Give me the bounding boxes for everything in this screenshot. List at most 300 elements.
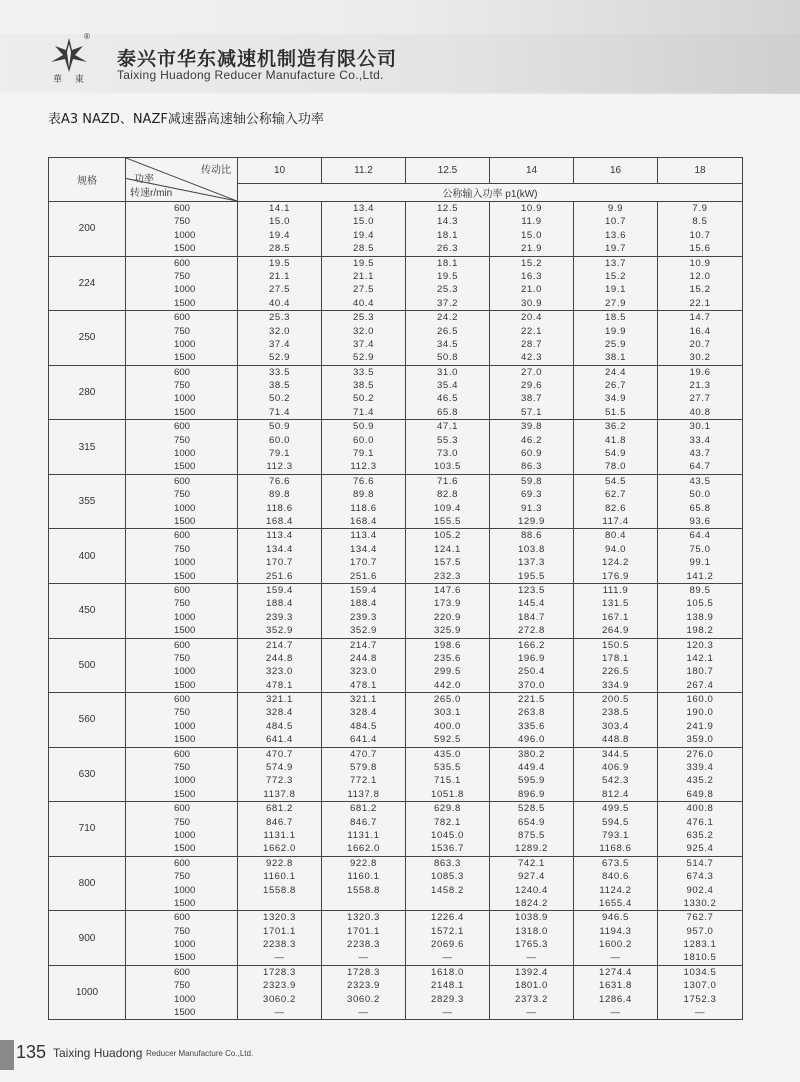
power-value: 71.4	[352, 406, 375, 418]
power-value: 328.4	[349, 707, 377, 719]
power-value: 251.6	[265, 570, 293, 582]
power-value: 406.9	[601, 762, 629, 774]
power-value: 214.7	[349, 639, 377, 651]
power-value: 142.1	[686, 652, 714, 664]
power-value-cell	[406, 256, 490, 311]
power-value: 476.1	[686, 816, 714, 828]
power-value-cell	[322, 256, 406, 311]
table-row	[49, 529, 743, 584]
power-value: 173.9	[433, 598, 461, 610]
speed-value: 600	[174, 584, 191, 596]
power-value: 117.4	[602, 515, 629, 527]
power-value: 138.9	[686, 611, 714, 623]
speed-value: 1500	[174, 952, 196, 964]
power-value-cell	[238, 311, 322, 366]
speed-cell	[126, 856, 238, 911]
power-value: 1536.7	[431, 843, 464, 855]
power-value-cell	[490, 856, 574, 911]
power-value: 145.4	[517, 598, 545, 610]
power-value-cell	[658, 747, 743, 802]
power-value: 46.5	[436, 393, 459, 405]
power-value: 200.5	[601, 694, 629, 706]
power-value: 21.9	[520, 243, 543, 255]
power-value: 654.9	[517, 816, 545, 828]
power-value: 91.3	[520, 502, 543, 514]
table-row	[49, 365, 743, 420]
power-value: 400.8	[686, 803, 714, 815]
power-value: 380.2	[517, 748, 545, 760]
power-value-cell	[406, 747, 490, 802]
power-value: —	[274, 952, 285, 964]
power-value: 762.7	[686, 912, 714, 924]
power-value: 846.7	[349, 816, 377, 828]
power-value: 30.1	[689, 421, 711, 433]
power-value: 99.1	[689, 557, 711, 569]
power-value: 352.9	[265, 625, 293, 637]
power-value-cell	[574, 311, 658, 366]
speed-value: 1000	[174, 502, 196, 514]
power-value: 681.2	[265, 803, 293, 815]
power-value-cell	[574, 365, 658, 420]
power-value: 13.6	[604, 229, 627, 241]
power-value: 1558.8	[263, 884, 296, 896]
power-value: 264.9	[601, 625, 629, 637]
power-value: 79.1	[352, 448, 375, 460]
power-value-cell	[490, 638, 574, 693]
power-value: 118.6	[350, 502, 377, 514]
power-value: 29.6	[520, 380, 543, 392]
size-cell: 560	[49, 693, 126, 748]
power-value: 25.3	[352, 312, 375, 324]
speed-cell	[126, 802, 238, 857]
table-row	[49, 638, 743, 693]
speed-value: 600	[174, 312, 191, 324]
speed-cell	[126, 693, 238, 748]
power-value: 52.9	[352, 352, 375, 364]
size-cell: 1000	[49, 965, 126, 1020]
power-value: 592.5	[433, 734, 461, 746]
power-value: 93.6	[689, 515, 711, 527]
power-value-cell	[490, 911, 574, 966]
speed-value: 1500	[174, 461, 196, 473]
speed-cell	[126, 638, 238, 693]
power-value: 34.9	[604, 393, 627, 405]
power-value: 16.4	[689, 325, 711, 337]
power-value-cell	[238, 856, 322, 911]
speed-value: 600	[174, 257, 191, 269]
power-value: 265.0	[433, 694, 461, 706]
speed-value: 750	[174, 270, 191, 282]
power-value: 89.8	[268, 489, 291, 501]
power-value: 542.3	[601, 775, 629, 787]
power-value: 94.0	[604, 543, 627, 555]
power-value-cell	[406, 474, 490, 529]
power-value: 239.3	[265, 611, 293, 623]
power-value: 86.3	[520, 461, 543, 473]
power-value: 59.8	[520, 475, 543, 487]
page-number: 135	[16, 1042, 47, 1062]
power-value: 579.8	[349, 762, 377, 774]
power-value: 54.9	[604, 448, 627, 460]
power-value: 15.2	[520, 257, 543, 269]
power-value: 109.4	[433, 502, 461, 514]
speed-value: 750	[174, 652, 191, 664]
power-value: 24.4	[604, 366, 627, 378]
speed-cell	[126, 311, 238, 366]
speed-value: 750	[174, 380, 191, 392]
power-value: 50.0	[689, 489, 711, 501]
power-value-cell	[406, 583, 490, 638]
power-label: 功率	[134, 174, 154, 185]
power-value: 927.4	[517, 871, 545, 883]
footer-bar	[0, 1040, 14, 1070]
power-value: 170.7	[265, 557, 293, 569]
table-row	[49, 311, 743, 366]
power-value: 82.8	[436, 489, 459, 501]
power-value: 1801.0	[515, 980, 548, 992]
power-value-cell	[574, 420, 658, 475]
speed-value: 750	[174, 871, 191, 883]
power-value: 184.7	[517, 611, 545, 623]
power-value: 1286.4	[599, 993, 632, 1005]
power-value-cell	[238, 747, 322, 802]
speed-value: 1000	[174, 557, 196, 569]
power-value-cell	[322, 856, 406, 911]
power-value-cell	[322, 202, 406, 257]
power-value: 103.8	[517, 543, 545, 555]
power-value: 188.4	[349, 598, 377, 610]
power-value: 50.9	[352, 421, 375, 433]
power-value-cell	[490, 365, 574, 420]
power-value: 13.4	[352, 203, 375, 214]
power-value: 772.1	[349, 775, 377, 787]
power-value-cell	[322, 965, 406, 1020]
power-value: 812.4	[601, 788, 629, 800]
speed-value: 1000	[174, 611, 196, 623]
power-value: 241.9	[686, 720, 714, 732]
power-value-cell	[658, 638, 743, 693]
power-value: 27.5	[352, 284, 375, 296]
power-value-cell	[322, 583, 406, 638]
power-value: 922.8	[349, 857, 377, 869]
ratio-header: 12.5	[406, 158, 490, 184]
table-row	[49, 856, 743, 911]
power-value: 359.0	[686, 734, 714, 746]
speed-cell	[126, 365, 238, 420]
power-value: 496.0	[517, 734, 545, 746]
power-value: 39.8	[520, 421, 543, 433]
power-value-cell	[406, 856, 490, 911]
power-value: 30.9	[520, 297, 543, 309]
power-value: 123.5	[517, 584, 545, 596]
power-value: 1085.3	[431, 871, 464, 883]
power-value: 51.5	[604, 406, 627, 418]
power-value: 28.7	[520, 338, 543, 350]
power-value: 33.5	[268, 366, 291, 378]
power-value-cell	[406, 693, 490, 748]
power-value: 69.3	[520, 489, 543, 501]
power-value: 26.7	[604, 380, 627, 392]
power-value: 1051.8	[431, 788, 464, 800]
power-value-cell	[406, 420, 490, 475]
power-value: 88.6	[520, 530, 543, 542]
power-value: 89.8	[352, 489, 375, 501]
ratio-header: 16	[574, 158, 658, 184]
power-table	[48, 157, 743, 1020]
power-value: 896.9	[517, 788, 545, 800]
power-value: 76.6	[352, 475, 375, 487]
power-value: 111.9	[602, 584, 629, 596]
power-value: 118.6	[266, 502, 293, 514]
power-value: 649.8	[686, 788, 714, 800]
power-value: 448.8	[601, 734, 629, 746]
power-value: 112.3	[266, 461, 293, 473]
power-value: 1558.8	[347, 884, 380, 896]
power-value: 38.7	[520, 393, 543, 405]
power-value: 15.0	[520, 229, 543, 241]
power-value: 76.6	[268, 475, 291, 487]
power-value: 180.7	[686, 666, 714, 678]
power-value: 105.2	[433, 530, 461, 542]
power-value: 32.0	[268, 325, 291, 337]
power-value-cell	[238, 365, 322, 420]
speed-cell	[126, 202, 238, 257]
speed-value: 1500	[174, 897, 196, 909]
speed-value: 750	[174, 434, 191, 446]
power-value-cell	[322, 474, 406, 529]
power-value: 19.5	[268, 257, 291, 269]
footer-company-small: Reducer Manufacture Co.,Ltd.	[146, 1049, 254, 1058]
power-value: 73.0	[436, 448, 459, 460]
power-value-cell	[658, 856, 743, 911]
power-value: 1600.2	[599, 939, 632, 951]
power-value: 14.3	[436, 216, 459, 228]
power-value: 19.1	[604, 284, 627, 296]
power-value: 57.1	[520, 406, 543, 418]
size-cell: 355	[49, 474, 126, 529]
power-value: 328.4	[265, 707, 293, 719]
power-value: 244.8	[349, 652, 377, 664]
speed-value: 1500	[174, 843, 196, 855]
power-value-cell	[238, 583, 322, 638]
header-row-ratios	[49, 158, 743, 184]
power-value-cell	[658, 802, 743, 857]
power-value: 20.7	[689, 338, 711, 350]
power-value: 137.3	[517, 557, 545, 569]
power-value: 922.8	[265, 857, 293, 869]
power-value: 1392.4	[515, 966, 548, 978]
speed-value: 1500	[174, 515, 196, 527]
power-value: 449.4	[517, 762, 545, 774]
power-value: 1662.0	[263, 843, 296, 855]
power-value: 10.9	[689, 257, 711, 269]
power-value: 27.5	[268, 284, 291, 296]
power-value-cell	[238, 911, 322, 966]
power-value: 1701.1	[347, 925, 380, 937]
speed-value: 1000	[174, 393, 196, 405]
power-value: 220.9	[433, 611, 461, 623]
speed-value: 750	[174, 325, 191, 337]
speed-value: 750	[174, 707, 191, 719]
power-value: 594.5	[601, 816, 629, 828]
power-value-cell	[406, 365, 490, 420]
power-value-cell	[490, 202, 574, 257]
power-value: 1160.1	[347, 871, 380, 883]
speed-value: 600	[174, 639, 191, 651]
power-value: 82.6	[604, 502, 627, 514]
power-value-cell	[574, 583, 658, 638]
power-value: 1307.0	[683, 980, 717, 992]
power-value-cell	[322, 638, 406, 693]
size-cell: 250	[49, 311, 126, 366]
power-value: —	[442, 1007, 453, 1019]
power-value-cell	[574, 256, 658, 311]
speed-value: 600	[174, 203, 191, 214]
power-value: 339.4	[686, 762, 714, 774]
speed-value: 1000	[174, 666, 196, 678]
page-footer	[0, 1040, 800, 1070]
power-value: 1458.2	[431, 884, 464, 896]
speed-value: 750	[174, 216, 191, 228]
power-value: 167.1	[601, 611, 629, 623]
table-row	[49, 583, 743, 638]
power-value: 2238.3	[347, 939, 380, 951]
power-value-cell	[658, 311, 743, 366]
power-value: 60.0	[268, 434, 291, 446]
power-value: 37.4	[352, 338, 375, 350]
speed-value: 600	[174, 694, 191, 706]
power-value: 27.7	[689, 393, 711, 405]
size-header: 规格	[49, 158, 126, 202]
power-value: 54.5	[604, 475, 627, 487]
power-value: 12.0	[689, 270, 711, 282]
power-value: 50.8	[436, 352, 459, 364]
power-value-cell	[322, 693, 406, 748]
power-value-cell	[490, 693, 574, 748]
power-value-cell	[406, 911, 490, 966]
power-value: 235.6	[433, 652, 461, 664]
power-value: 514.7	[686, 857, 714, 869]
table-row	[49, 747, 743, 802]
power-value: 28.5	[352, 243, 375, 255]
speed-value: 1000	[174, 775, 196, 787]
power-value: —	[274, 1007, 285, 1019]
power-value: 2373.2	[515, 993, 548, 1005]
power-value: 40.8	[689, 406, 711, 418]
power-value: 221.5	[517, 694, 545, 706]
power-value: 1038.9	[515, 912, 548, 924]
power-value: 1034.5	[683, 966, 717, 978]
power-value: 43.5	[689, 475, 711, 487]
power-value: 80.4	[604, 530, 627, 542]
power-value-cell	[574, 474, 658, 529]
power-value: 535.5	[433, 762, 461, 774]
speed-cell	[126, 965, 238, 1020]
power-value: 1824.2	[515, 897, 548, 909]
power-value-cell	[322, 365, 406, 420]
power-value: 2148.1	[431, 980, 464, 992]
size-cell: 900	[49, 911, 126, 966]
power-value: 1662.0	[347, 843, 380, 855]
power-value: 214.7	[265, 639, 293, 651]
power-value: 3060.2	[347, 993, 380, 1005]
power-value: 155.5	[433, 515, 461, 527]
speed-value: 600	[174, 748, 191, 760]
power-value: 1226.4	[431, 912, 464, 924]
power-value: 1289.2	[515, 843, 548, 855]
power-value: 71.6	[436, 475, 459, 487]
power-value: 335.6	[517, 720, 545, 732]
power-value-cell	[658, 256, 743, 311]
power-value: 176.9	[601, 570, 629, 582]
power-value-cell	[574, 911, 658, 966]
power-value: 129.9	[517, 515, 545, 527]
power-value: 1045.0	[431, 829, 464, 841]
power-value: 15.2	[604, 270, 627, 282]
speed-value: 750	[174, 489, 191, 501]
power-value: 65.8	[436, 406, 459, 418]
size-cell: 400	[49, 529, 126, 584]
power-value-cell	[574, 693, 658, 748]
power-value: 470.7	[265, 748, 293, 760]
power-value: 157.5	[433, 557, 461, 569]
speed-value: 1500	[174, 352, 196, 364]
power-value: 147.6	[433, 584, 461, 596]
size-cell: 710	[49, 802, 126, 857]
power-value: 1320.3	[263, 912, 296, 924]
size-cell: 280	[49, 365, 126, 420]
power-value: 105.5	[686, 598, 714, 610]
power-value: 1701.1	[263, 925, 296, 937]
power-value: 1728.3	[263, 966, 296, 978]
power-value: 2238.3	[263, 939, 296, 951]
power-value: 62.7	[604, 489, 627, 501]
power-value: 528.5	[517, 803, 545, 815]
power-value-cell	[238, 638, 322, 693]
power-value: 10.7	[604, 216, 627, 228]
speed-value: 1000	[174, 284, 196, 296]
power-value: 10.9	[520, 203, 543, 214]
table-row	[49, 256, 743, 311]
power-value: —	[526, 1007, 537, 1019]
power-value: 1810.5	[683, 952, 717, 964]
power-value: 10.7	[689, 229, 711, 241]
company-name-en: Taixing Huadong Reducer Manufacture Co.,Ltd.	[117, 68, 384, 82]
power-value: 33.4	[689, 434, 711, 446]
power-value: 22.1	[689, 297, 711, 309]
size-cell: 800	[49, 856, 126, 911]
power-value: 1131.1	[347, 829, 380, 841]
power-value	[238, 897, 321, 910]
power-value: 244.8	[265, 652, 293, 664]
power-value: 150.5	[601, 639, 629, 651]
power-value: —	[358, 952, 369, 964]
power-value: 1194.3	[599, 925, 632, 937]
power-value: 742.1	[517, 857, 545, 869]
power-value: 196.9	[517, 652, 545, 664]
power-value: 40.4	[352, 297, 375, 309]
power-value-cell	[238, 693, 322, 748]
power-value-cell	[574, 529, 658, 584]
power-value: 18.1	[436, 229, 459, 241]
power-value: 1137.8	[263, 788, 296, 800]
power-value: 925.4	[686, 843, 714, 855]
power-value: 188.4	[265, 598, 293, 610]
power-value: 370.0	[517, 679, 545, 691]
power-value-cell	[658, 583, 743, 638]
table-row	[49, 965, 743, 1020]
power-value: 250.4	[517, 666, 545, 678]
